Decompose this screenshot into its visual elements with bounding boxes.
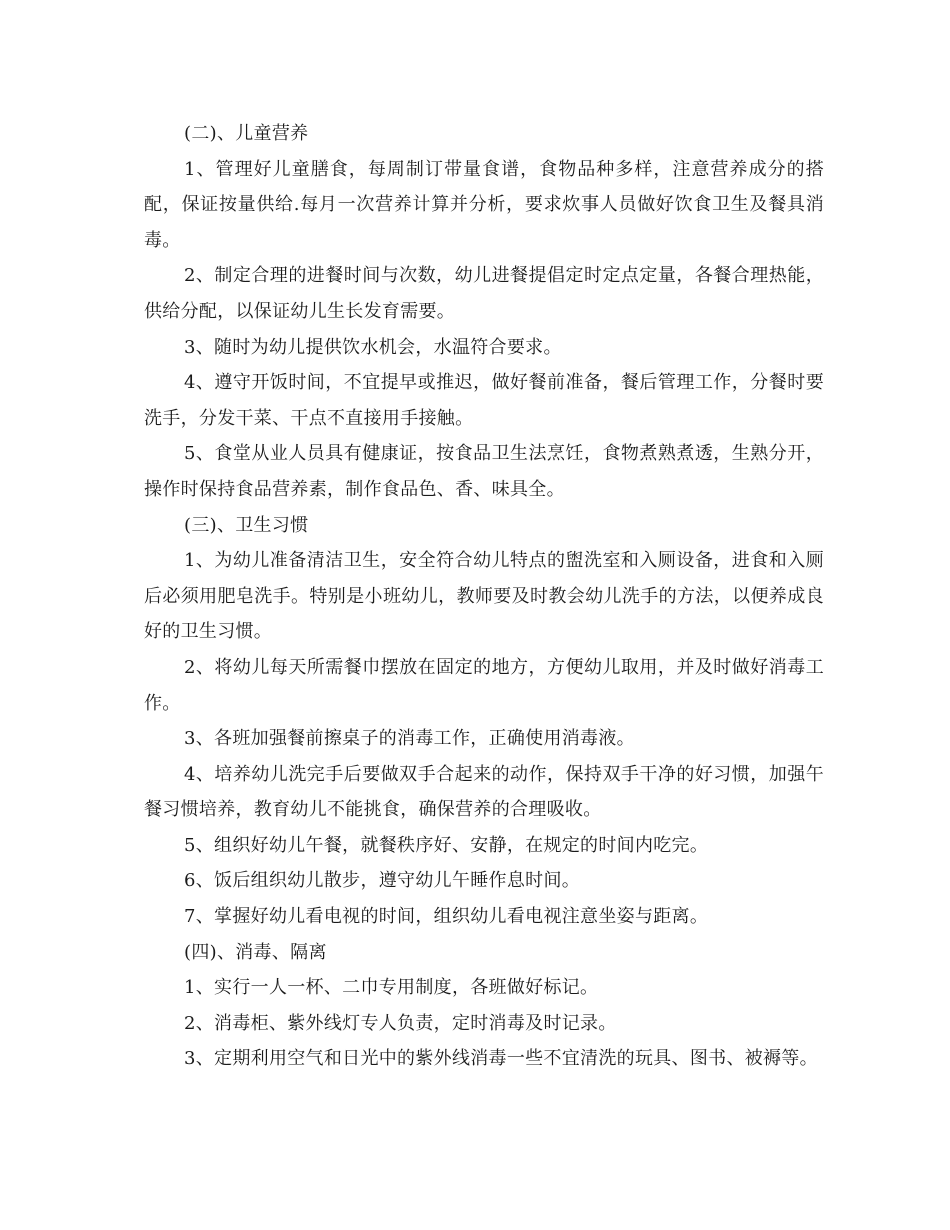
paragraph: 3、定期利用空气和日光中的紫外线消毒一些不宜清洗的玩具、图书、被褥等。 [184,1048,818,1070]
paragraph: 4、培养幼儿洗完手后要做双手合起来的动作，保持双手干净的好习惯，加强午餐习惯培养，教育幼儿不能挑食，确保营养的合理吸收。 [144,763,824,821]
section-heading-hygiene: (三)、卫生习惯 [184,514,309,536]
paragraph: 5、组织好幼儿午餐，就餐秩序好、安静，在规定的时间内吃完。 [184,834,709,856]
paragraph: 1、为幼儿准备清洁卫生，安全符合幼儿特点的盥洗室和入厕设备，进食和入厕后必须用肥皂洗手。特别是小班幼儿，教师要及时教会幼儿洗手的方法，以便养成良好的卫生习惯。 [144,550,824,643]
document-body [144,116,824,1077]
paragraph: 7、掌握好幼儿看电视的时间，组织幼儿看电视注意坐姿与距离。 [184,906,709,928]
section-heading-disinfection: (四)、消毒、隔离 [184,941,327,963]
paragraph: 3、随时为幼儿提供饮水机会，水温符合要求。 [184,336,562,358]
paragraph: 1、管理好儿童膳食，每周制订带量食谱，食物品种多样，注意营养成分的搭配，保证按量供给.每月一次营养计算并分析，要求炊事人员做好饮食卫生及餐具消毒。 [144,158,824,251]
paragraph: 5、食堂从业人员具有健康证，按食品卫生法烹饪，食物煮熟煮透，生熟分开，操作时保持食品营养素，制作食品色、香、味具全。 [144,443,824,500]
paragraph: 4、遵守开饭时间，不宜提早或推迟，做好餐前准备，餐后管理工作，分餐时要洗手，分发干菜、干点不直接用手接触。 [144,372,824,429]
paragraph: 1、实行一人一杯、二巾专用制度，各班做好标记。 [184,977,599,999]
paragraph: 2、消毒柜、紫外线灯专人负责，定时消毒及时记录。 [184,1012,617,1034]
paragraph: 2、制定合理的进餐时间与次数，幼儿进餐提倡定时定点定量，各餐合理热能，供给分配，以保证幼儿生长发育需要。 [144,265,824,322]
section-heading-nutrition: (二)、儿童营养 [184,123,309,144]
paragraph: 2、将幼儿每天所需餐巾摆放在固定的地方，方便幼儿取用，并及时做好消毒工作。 [144,656,824,714]
paragraph: 6、饭后组织幼儿散步，遵守幼儿午睡作息时间。 [184,870,581,892]
paragraph: 3、各班加强餐前擦桌子的消毒工作，正确使用消毒液。 [184,728,635,750]
